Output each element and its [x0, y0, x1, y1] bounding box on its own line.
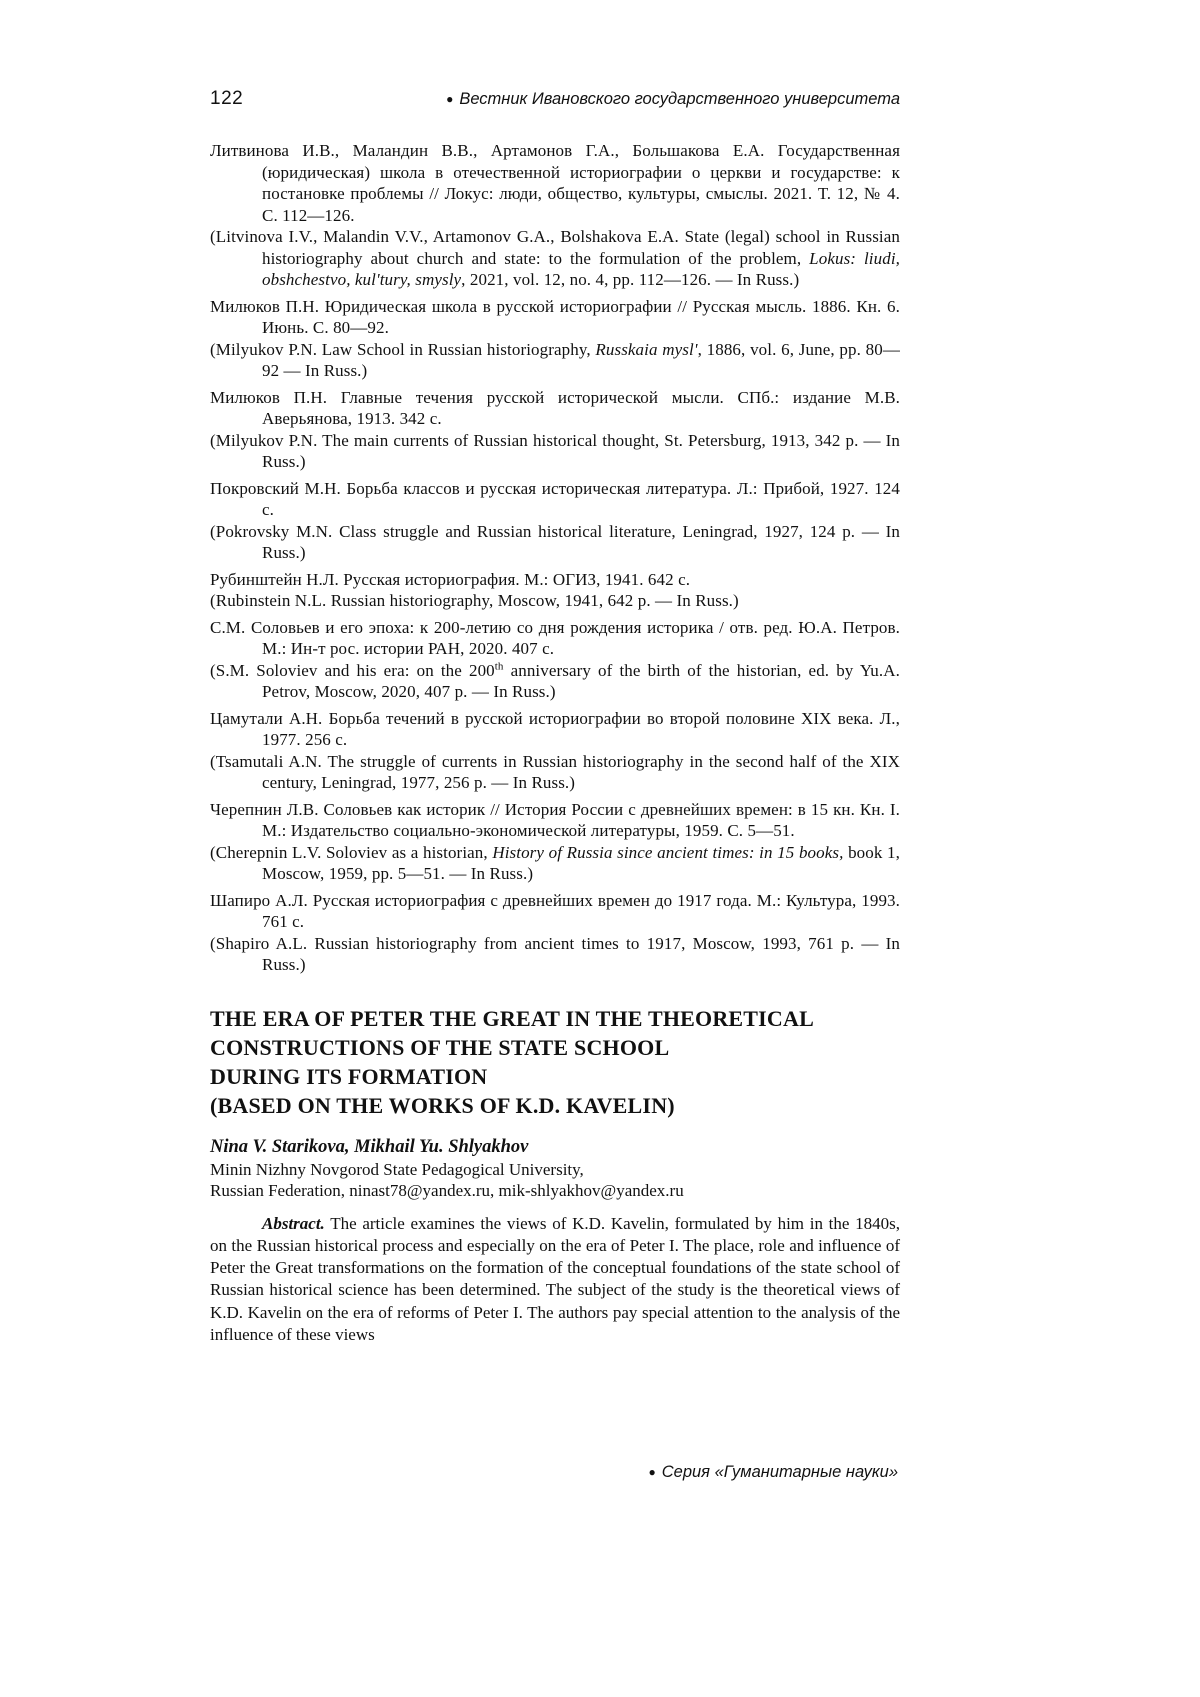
journal-title: Вестник Ивановского государственного университета [459, 90, 900, 108]
reference-entry [210, 387, 900, 473]
article-title [210, 1004, 900, 1120]
series-title: Серия «Гуманитарные науки» [661, 1463, 898, 1481]
reference-translit: (Cherepnin L.V. Soloviev as a historian, History of Russia since ancient times: in 15 books, book 1, Moscow, 1959, pp. 5—51. — In Russ.) [210, 842, 900, 883]
reference-russian: Литвинова И.В., Маландин В.В., Артамонов Г.А., Большакова Е.А. Государственная (юридическая) школа в отечественной историографии о церкви и государстве: к постановке проблемы // Локус: люди, общество, культуры, смыслы. 2021. Т. 12, № 4. С. 112—126. [210, 141, 900, 225]
reference-entry [210, 708, 900, 794]
bullet-icon: ● [648, 1465, 656, 1479]
reference-translit: (Milyukov P.N. Law School in Russian historiography, Russkaia mysl', 1886, vol. 6, June, pp. 80—92 — In Russ.) [210, 339, 900, 380]
reference-translit: (S.M. Soloviev and his era: on the 200th anniversary of the birth of the historian, ed. by Yu.A. Petrov, Moscow, 2020, 407 p. — In Russ.) [210, 659, 900, 701]
affiliation-line: Russian Federation, ninast78@yandex.ru, mik-shlyakhov@yandex.ru [210, 1181, 684, 1200]
reference-translit: (Litvinova I.V., Malandin V.V., Artamonov G.A., Bolshakova E.A. State (legal) school in Russian historiography about church and state: to the formulation of the problem, Lokus: liudi, obshchestvo, kul'tury, smysly, 2021, vol. 12, no. 4, pp. 112—126. — In Russ.) [210, 227, 900, 289]
page-number: 122 [210, 88, 244, 109]
abstract-paragraph: Abstract. The article examines the views of K.D. Kavelin, formulated by him in the 1840s, on the Russian historical process and especially on the era of Peter I. The place, role and influence of Peter the Great transformations on the formation of the conceptual foundations of the state school of Russian historical science has been determined. The subject of the study is the theoretical views of K.D. Kavelin on the era of reforms of Peter I. The authors pay special attention to the analysis of the influence of these views [210, 1213, 900, 1344]
reference-russian: Милюков П.Н. Главные течения русской исторической мысли. СПб.: издание М.В. Аверьянова, 1913. 342 с. [210, 387, 900, 428]
reference-russian: Рубинштейн Н.Л. Русская историография. М.: ОГИЗ, 1941. 642 с. [210, 569, 691, 589]
reference-entry [210, 569, 900, 612]
reference-translit: (Tsamutali A.N. The struggle of currents in Russian historiography in the second half of the XIX century, Leningrad, 1977, 256 p. — In Russ.) [210, 751, 900, 792]
reference-russian: Черепнин Л.В. Соловьев как историк // История России с древнейших времен: в 15 кн. Кн. I. М.: Издательство социально-экономической литературы, 1959. С. 5—51. [210, 799, 900, 840]
authors: Nina V. Starikova, Mikhail Yu. Shlyakhov [210, 1136, 529, 1157]
running-head [446, 90, 900, 109]
reference-translit: (Shapiro A.L. Russian historiography from ancient times to 1917, Moscow, 1993, 761 p. — In Russ.) [210, 933, 900, 974]
reference-translit: (Pokrovsky M.N. Class struggle and Russian historical literature, Leningrad, 1927, 124 p. — In Russ.) [210, 521, 900, 562]
bullet-icon: ● [446, 92, 454, 106]
page-header [210, 88, 900, 110]
page-content [210, 88, 900, 1363]
affiliation [210, 1159, 900, 1202]
series-footer [648, 1463, 898, 1482]
reference-russian: Покровский М.Н. Борьба классов и русская историческая литература. Л.: Прибой, 1927. 124 с. [210, 478, 900, 519]
reference-russian: Шапиро А.Л. Русская историография с древнейших времен до 1917 года. М.: Культура, 1993. 761 с. [210, 890, 900, 931]
reference-russian: Милюков П.Н. Юридическая школа в русской историографии // Русская мысль. 1886. Кн. 6. Июнь. С. 80—92. [210, 296, 900, 337]
reference-russian: С.М. Соловьев и его эпоха: к 200-летию со дня рождения историка / отв. ред. Ю.А. Петров. М.: Ин-т рос. истории РАН, 2020. 407 с. [210, 617, 900, 658]
reference-russian: Цамутали А.Н. Борьба течений в русской историографии во второй половине XIX века. Л., 1977. 256 с. [210, 708, 900, 749]
reference-translit: (Rubinstein N.L. Russian historiography, Moscow, 1941, 642 p. — In Russ.) [210, 591, 739, 610]
references-list [210, 140, 900, 976]
article-title-line: THE ERA OF PETER THE GREAT IN THE THEORETICAL [210, 1005, 814, 1031]
reference-entry [210, 296, 900, 382]
reference-entry [210, 617, 900, 703]
reference-entry [210, 890, 900, 976]
affiliation-line: Minin Nizhny Novgorod State Pedagogical University, [210, 1159, 584, 1179]
article-title-line: DURING ITS FORMATION [210, 1063, 488, 1089]
reference-entry [210, 478, 900, 564]
article-title-line: (BASED ON THE WORKS OF K.D. KAVELIN) [210, 1092, 675, 1118]
reference-translit: (Milyukov P.N. The main currents of Russian historical thought, St. Petersburg, 1913, 342 p. — In Russ.) [210, 430, 900, 471]
reference-entry [210, 140, 900, 291]
reference-entry [210, 799, 900, 885]
article-title-line: CONSTRUCTIONS OF THE STATE SCHOOL [210, 1034, 670, 1060]
